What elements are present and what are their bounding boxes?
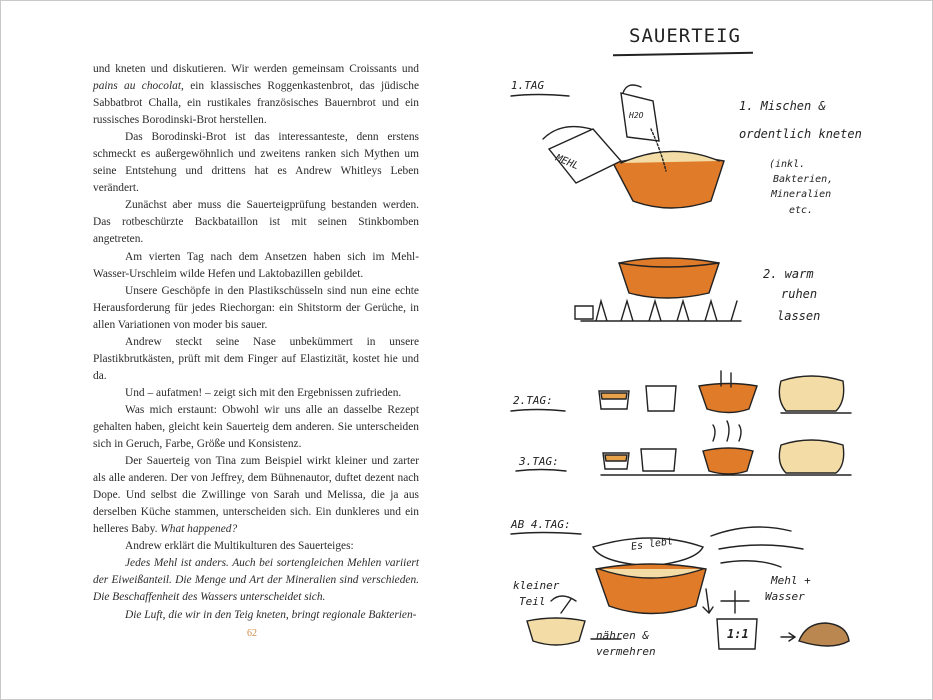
page-number: 62 [247, 628, 257, 639]
text-run: Das Borodinski-Brot ist das interessanteste, denn erstens schmeckt es außergewöhnlich und zweitens ranken sich Mythen um seine Entstehung und drittens hat es Andrew Whitleys Leben verändert. [93, 131, 419, 195]
day2-bowl [699, 384, 757, 413]
day3-underline [516, 470, 566, 472]
day3-label: 3.TAG: [519, 455, 559, 468]
paragraph [93, 249, 419, 283]
small-part-line2: Teil [519, 595, 546, 608]
text-run: Der Sauerteig von Tina zum Beispiel wirkt kleiner und zarter als alle anderen. Der von Jeffrey, dem Bühnenautor, duftet dezent nach Dope. Und selbst die Zwillinge von Sarah und Melissa, die ja aus derselben Küche stammen, unterscheiden sich. Ein dunkleres und ein helleres Baby. [93, 455, 419, 536]
day2-label: 2.TAG: [513, 394, 553, 407]
step1-note-line3: Mineralien [771, 189, 832, 200]
day2-measuring-cup [646, 386, 676, 411]
small-part-bowl [527, 618, 585, 645]
day3-measuring-cup [641, 449, 676, 471]
sourdough-illustration [481, 1, 931, 699]
day2-underline [511, 410, 565, 412]
day3-covered-bowl [779, 440, 843, 473]
small-part-line1: kleiner [513, 579, 560, 592]
day4-label: AB 4.TAG: [511, 518, 571, 531]
step2-line1: 2. warm [763, 267, 814, 281]
paragraph [93, 129, 419, 197]
text-run: Die Luft, die wir in den Teig kneten, bringt regionale Bakterien- [125, 608, 417, 621]
text-run: What happened? [160, 523, 238, 536]
day4-underline [511, 533, 581, 535]
step1-line1: 1. Mischen & [739, 99, 826, 113]
heater [581, 301, 741, 321]
feed-line1: nähren & [596, 629, 649, 642]
paragraph [93, 334, 419, 385]
flour-water-line1: Mehl + [771, 574, 811, 587]
illustration-drawings [481, 1, 931, 699]
day1-label: 1.TAG [511, 79, 545, 92]
step2-line3: lassen [777, 309, 821, 323]
day3-bowl [703, 448, 753, 474]
day2-covered-bowl [779, 376, 843, 411]
ratio-label: 1:1 [727, 627, 749, 641]
text-run: und kneten und diskutieren. Wir werden gemeinsam Croissants und [93, 63, 419, 75]
flour-water-line2: Wasser [765, 590, 805, 603]
feed-line2: vermehren [596, 645, 656, 658]
bread-loaf [799, 623, 849, 646]
paragraph [93, 402, 419, 453]
text-run: Was mich erstaunt: Obwohl wir uns alle an dasselbe Rezept gehalten haben, gleicht kein Sauerteig dem anderen. Sie unterscheiden sich in Geruch, Farbe, Größe und Konsistenz. [93, 403, 419, 451]
step1-line2: ordentlich kneten [739, 127, 862, 141]
paragraph [93, 283, 419, 334]
paragraph [93, 197, 419, 248]
left-page-text [93, 61, 419, 624]
paragraph [93, 61, 419, 129]
text-run: Andrew steckt seine Nase unbekümmert in unsere Plastikbrutkästen, prüft mit dem Finger auf Elastizität, kostet hie und da. [93, 335, 419, 382]
text-run: Andrew erklärt die Multikulturen des Sauerteiges: [125, 540, 354, 553]
lid-label: Es lebt [630, 536, 674, 553]
flour-bag-label: MEHL [553, 152, 581, 173]
text-run: pains au chocolat [93, 80, 181, 93]
illustration-title: SAUERTEIG [629, 25, 741, 47]
step2-line2: ruhen [781, 287, 818, 301]
day1-bowl [613, 156, 724, 208]
paragraph [93, 385, 419, 402]
text-run: Am vierten Tag nach dem Ansetzen haben sich im Mehl-Wasser-Urschleim wilde Hefen und Laktobazillen gebildet. [93, 250, 419, 280]
step1-note-line1: (inkl. [769, 159, 806, 170]
text-run: Unsere Geschöpfe in den Plastikschüsseln sind nun eine echte Herausforderung für jedes Riechorgan: ein Shitstorm der Gerüche, in allen Variationen von moder bis sauer. [93, 284, 419, 331]
paragraph [93, 555, 419, 606]
text-run: , ein klassisches Roggenkastenbrot, das jüdische Sabbatbrot Challa, ein rustikales französisches Bauernbrot und ein russisches Borodinski-Brot herstellen. [93, 80, 419, 127]
text-run: Zunächst aber muss die Sauerteigprüfung bestanden werden. Das rotbeschürzte Backbataillon ist mit seinen Stinkbomben angetreten. [93, 199, 419, 246]
step1-note-line4: etc. [789, 205, 814, 216]
water-jug-label: H2O [629, 111, 644, 120]
day1-underline [511, 95, 569, 97]
paragraph [93, 453, 419, 538]
resting-bowl [619, 258, 719, 298]
step1-note-line2: Bakterien, [773, 174, 834, 185]
paragraph [93, 538, 419, 555]
text-run: Jedes Mehl ist anders. Auch bei sortengleichen Mehlen variiert der Eiweißanteil. Die Menge und Art der Mineralien sind verschieden. Die Beschaffenheit des Wassers unterscheidet sich. [93, 557, 419, 604]
text-run: Und – aufatmen! – zeigt sich mit den Ergebnissen zufrieden. [125, 386, 402, 399]
paragraph [93, 607, 419, 624]
